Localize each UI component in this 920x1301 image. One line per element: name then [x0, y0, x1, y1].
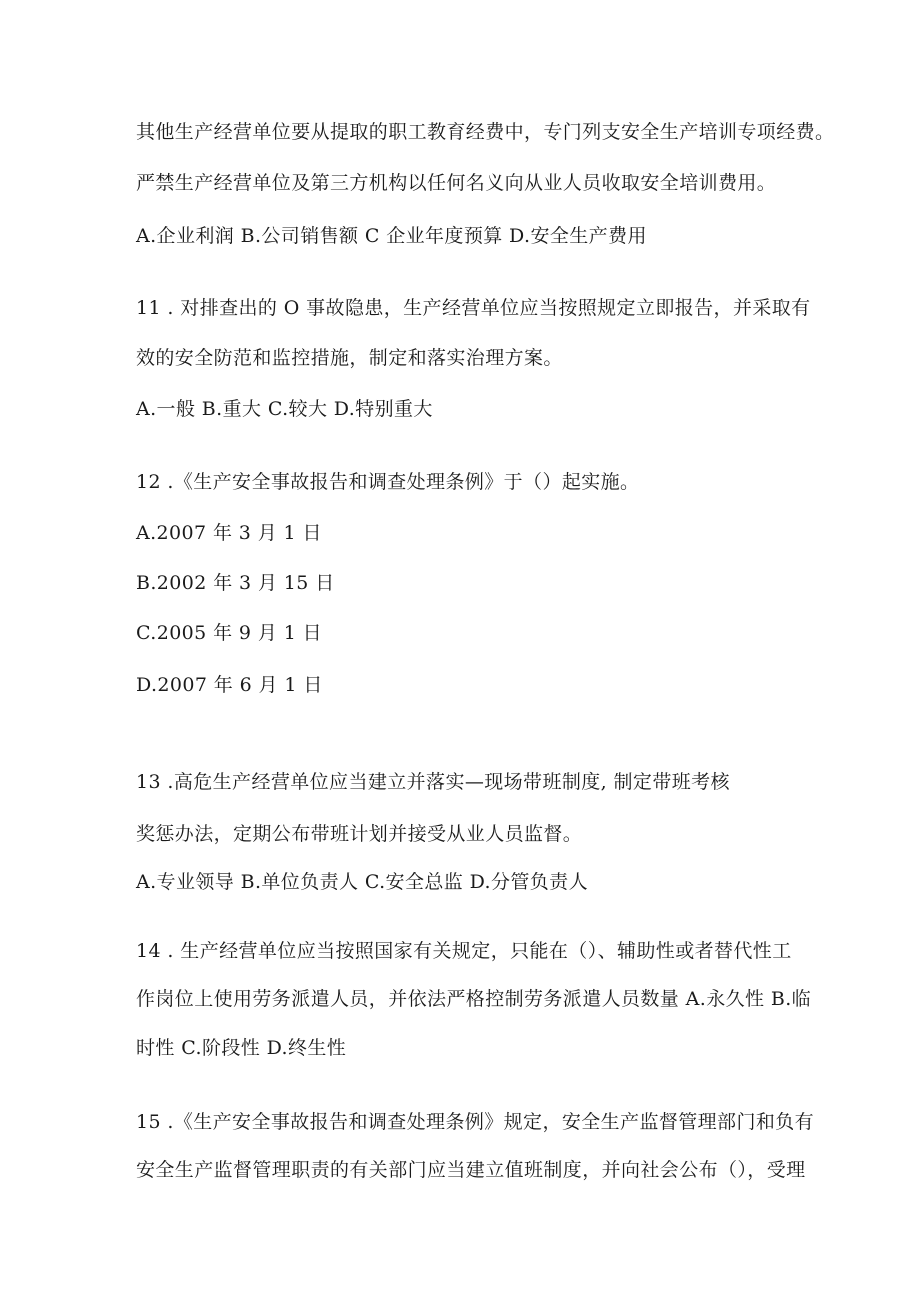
answer-options: A.专业领导 B.单位负责人 C.安全总监 D.分管负责人	[136, 871, 588, 893]
answer-option-d: D.2007 年 6 月 1 日	[136, 674, 323, 696]
answer-options: A.一般 B.重大 C.较大 D.特别重大	[136, 398, 433, 420]
text-line: 作岗位上使用劳务派遣人员，并依法严格控制劳务派遣人员数量 A.永久性 B.临	[136, 988, 812, 1010]
text-line: 安全生产监督管理职责的有关部门应当建立值班制度，并向社会公布（），受理	[136, 1159, 806, 1181]
text-line: 奖惩办法，定期公布带班计划并接受从业人员监督。	[136, 823, 583, 845]
answer-option-b: B.2002 年 3 月 15 日	[136, 572, 335, 594]
question-11-line: 11 . 对排查出的 O 事故隐患，生产经营单位应当按照规定立即报告，并采取有	[136, 297, 811, 319]
question-15-line: 15 .《生产安全事故报告和调查处理条例》规定，安全生产监督管理部门和负有	[136, 1111, 815, 1133]
text-line: 严禁生产经营单位及第三方机构以任何名义向从业人员收取安全培训费用。	[136, 172, 777, 194]
answer-options: A.企业利润 B.公司销售额 C 企业年度预算 D.安全生产费用	[136, 225, 647, 247]
answer-option-a: A.2007 年 3 月 1 日	[136, 522, 322, 544]
question-14-line: 14 . 生产经营单位应当按照国家有关规定，只能在（）、辅助性或者替代性工	[136, 940, 792, 962]
text-line: 效的安全防范和监控措施，制定和落实治理方案。	[136, 347, 563, 369]
question-12-line: 12 .《生产安全事故报告和调查处理条例》于（）起实施。	[136, 471, 640, 493]
question-13-line: 13 .高危生产经营单位应当建立并落实—现场带班制度, 制定带班考核	[136, 771, 730, 793]
text-line: 其他生产经营单位要从提取的职工教育经费中，专门列支安全生产培训专项经费。	[136, 121, 835, 143]
answer-option-c: C.2005 年 9 月 1 日	[136, 622, 323, 644]
answer-options: 时性 C.阶段性 D.终生性	[136, 1037, 347, 1059]
